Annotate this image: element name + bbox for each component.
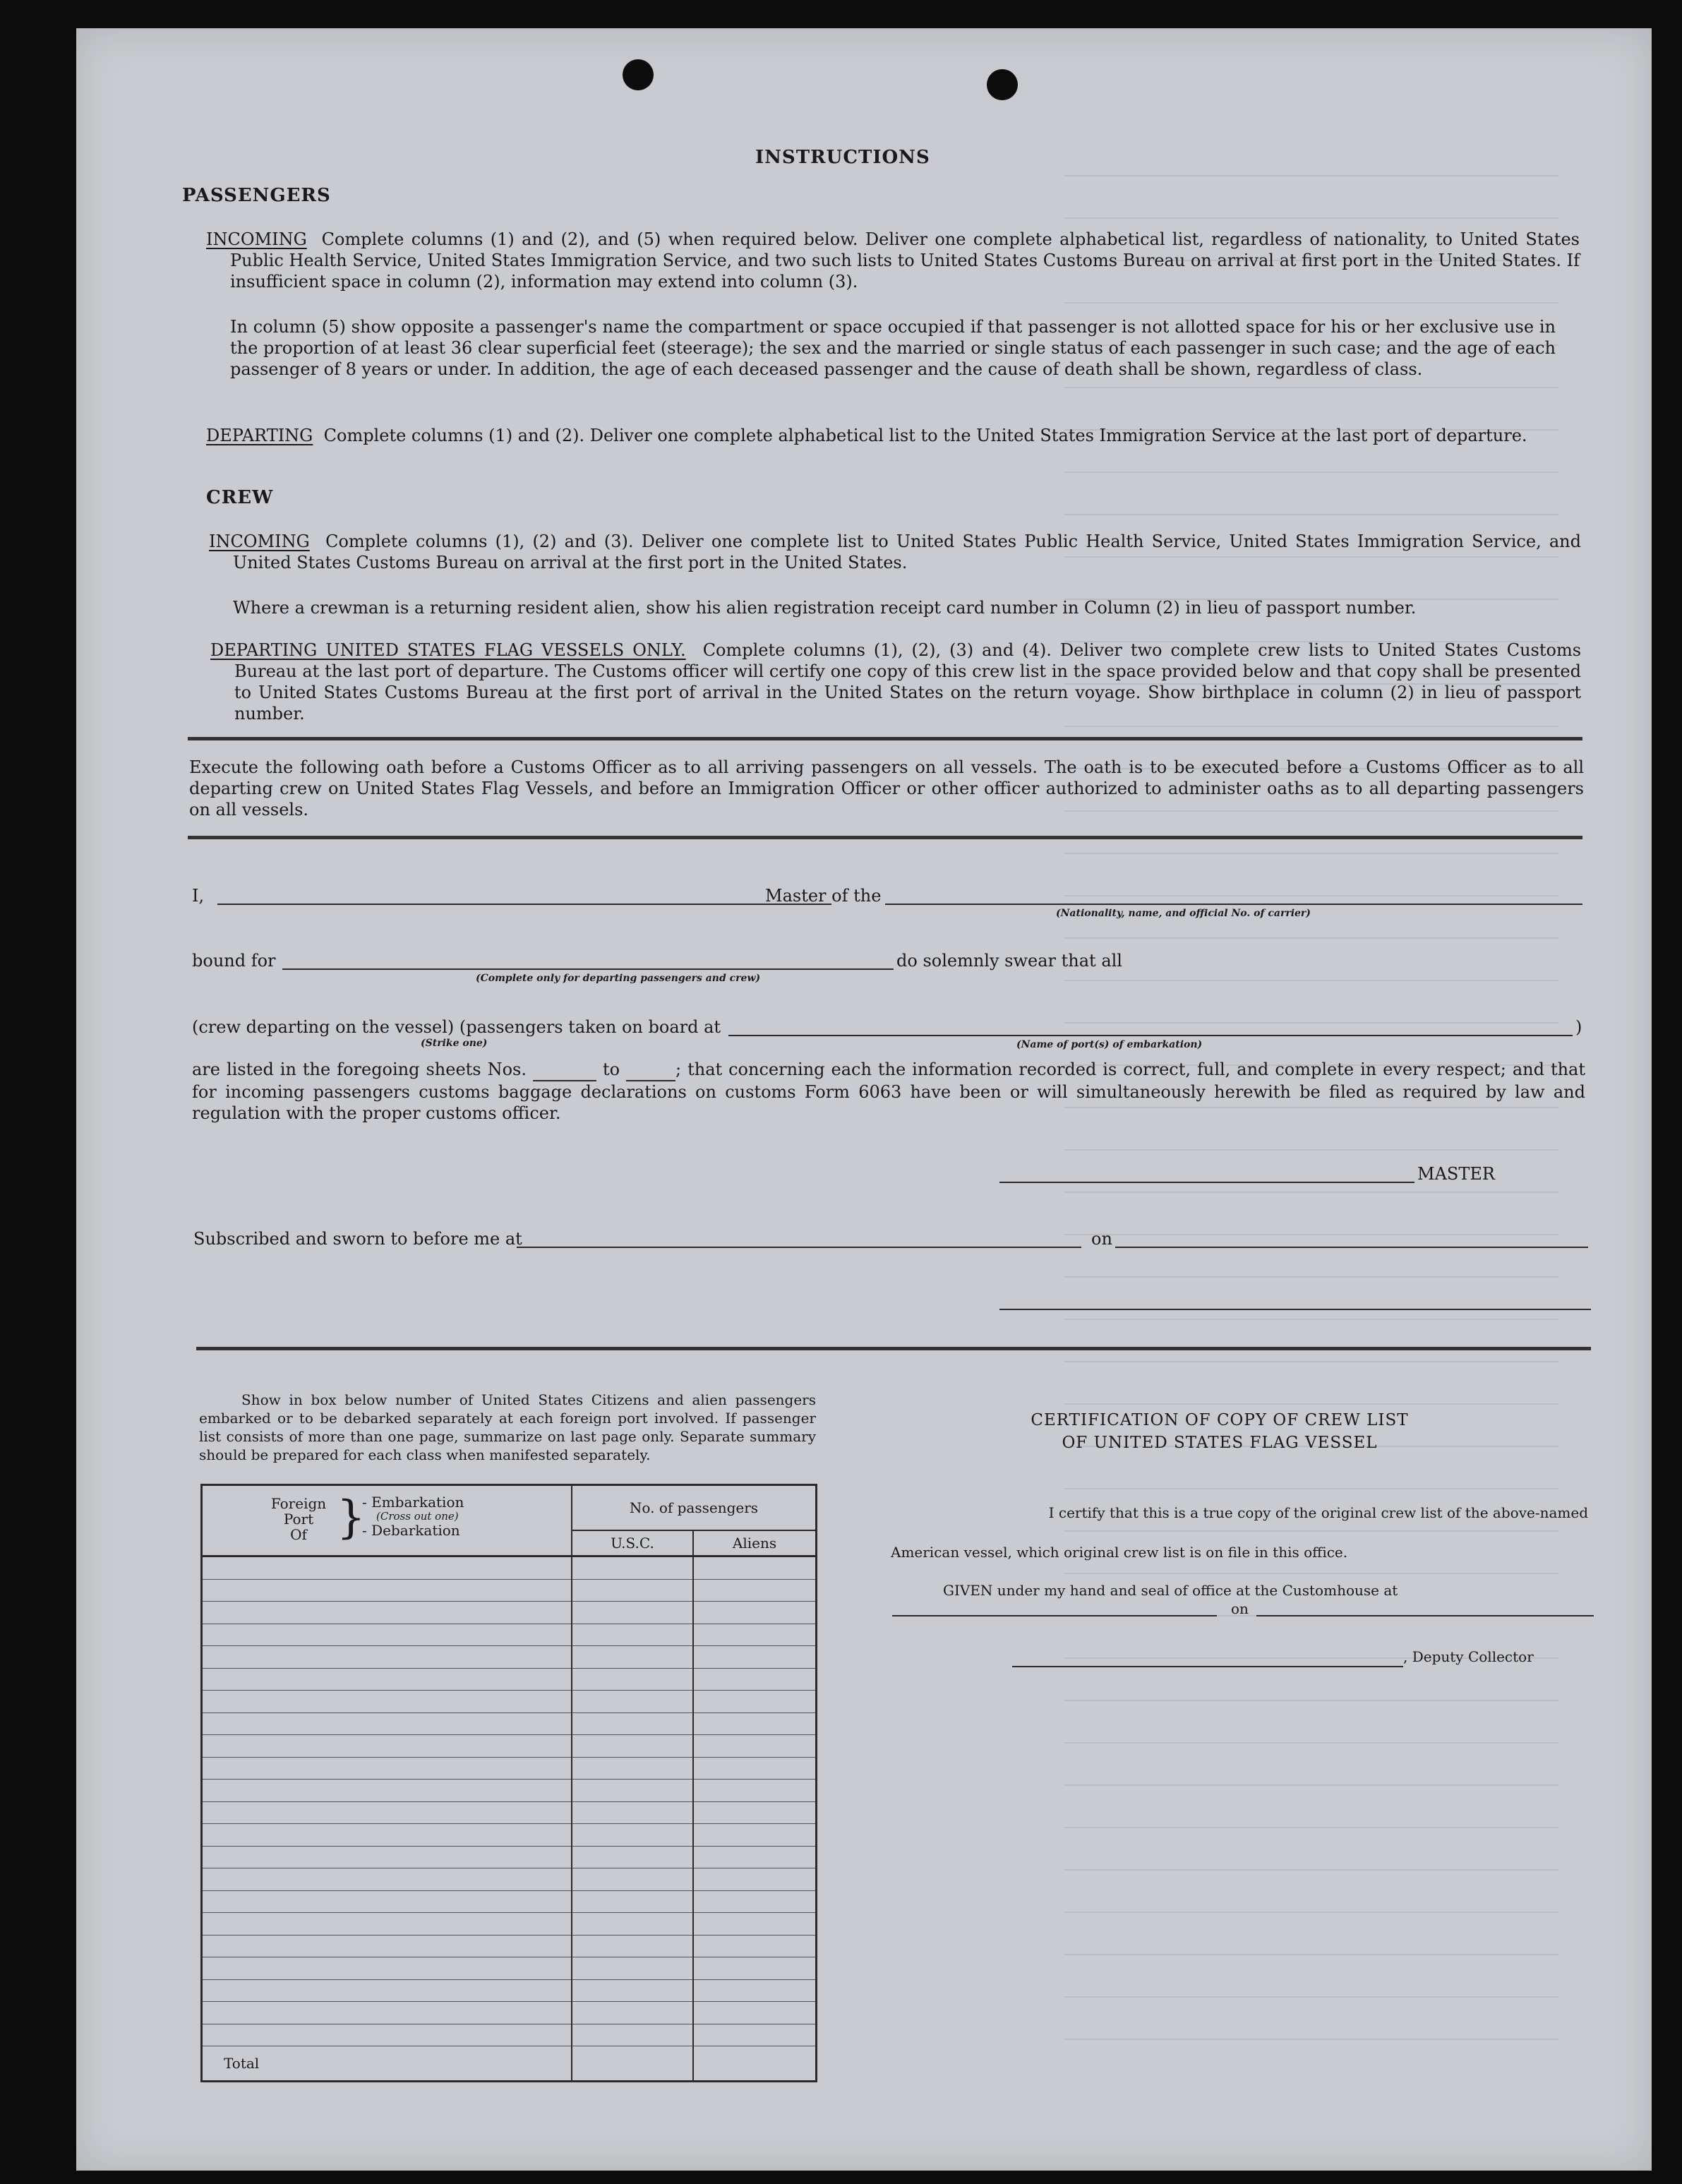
bound-for-field[interactable] [282, 968, 894, 970]
aliens-total-cell[interactable] [693, 2046, 816, 2082]
passengers-incoming-text: Complete columns (1) and (2), and (5) when required below. Deliver one complete alphabetical list, regardless of nationality, to United States Public Health Service, United States Immigration Service, and two such lists to United States Customs Bureau on arrival at first port in the United States. If insufficient space in column (2), information may extend into column (3). [230, 229, 1580, 292]
usc-total-cell[interactable] [572, 2046, 693, 2082]
usc-cell[interactable] [572, 1780, 693, 1802]
port-cell[interactable] [202, 1602, 572, 1624]
aliens-cell[interactable] [693, 1913, 816, 1936]
oath-intro: Execute the following oath before a Customs Officer as to all arriving passengers on all vessels. The oath is to be executed before a Customs Officer as to all departing crew on United States Flag Vessels, and before an Immigration Officer or other officer authorized to administer oaths as to all departing passengers on all vessels. [189, 757, 1584, 820]
passengers-departing-text: Complete columns (1) and (2). Deliver one complete alphabetical list to the United States Immigration Service at the last port of departure. [323, 426, 1527, 445]
aliens-cell[interactable] [693, 1890, 816, 1913]
crew-departing-text: (crew departing on the vessel) (passengers taken on board at [192, 1017, 721, 1037]
cross-out-caption: (Cross out one) [376, 1510, 459, 1523]
sheet-from-field[interactable] [533, 1059, 596, 1081]
strike-one-caption: (Strike one) [421, 1038, 488, 1049]
table-row [202, 1913, 817, 1936]
table-row [202, 1712, 817, 1735]
table-row [202, 1824, 817, 1847]
crew-heading: CREW [206, 487, 274, 508]
aliens-cell[interactable] [693, 1556, 816, 1580]
sworn-location-field[interactable] [517, 1247, 1081, 1248]
listed-suffix: ; that concerning each the information recorded is correct, full, and complete in every respect; and that for incoming passengers customs baggage declarations on customs Form 6063 have been or will simultaneously herewith be filed as required by law and regulation with the proper customs officer. [192, 1060, 1586, 1123]
debarkation-label: - Debarkation [362, 1522, 460, 1539]
usc-cell[interactable] [572, 1735, 693, 1758]
table-row [202, 1602, 817, 1624]
aliens-cell[interactable] [693, 1846, 816, 1868]
summary-header-row [202, 1485, 817, 1556]
usc-cell[interactable] [572, 1624, 693, 1646]
punch-hole-right [987, 69, 1018, 100]
aliens-cell[interactable] [693, 1735, 816, 1758]
usc-cell[interactable] [572, 1935, 693, 1957]
aliens-cell[interactable] [693, 1712, 816, 1735]
passengers-column5-paragraph: In column (5) show opposite a passenger's name the compartment or space occupied if that passenger is not allotted space for his or her exclusive use in the proportion of at least 36 clear superficial feet (steerage); the sex and the married or single status of each passenger in such case; and the age of each passenger of 8 years or under. In addition, the age of each deceased passenger and the cause of death shall be shown, regardless of class. [230, 317, 1556, 379]
table-row [202, 1624, 817, 1646]
of-label: Of [290, 1526, 307, 1543]
port-cell[interactable] [202, 1801, 572, 1824]
usc-cell[interactable] [572, 1579, 693, 1602]
usc-cell[interactable] [572, 1979, 693, 2002]
deputy-collector-signature-field[interactable] [1012, 1666, 1403, 1667]
bound-for-label: bound for [192, 951, 276, 971]
foreign-port-header [202, 1485, 572, 1556]
aliens-cell[interactable] [693, 1602, 816, 1624]
sheet-to-field[interactable] [626, 1059, 675, 1081]
aliens-cell[interactable] [693, 1935, 816, 1957]
port-cell[interactable] [202, 1556, 572, 1580]
port-cell[interactable] [202, 1579, 572, 1602]
sworn-on-label: on [1091, 1229, 1112, 1249]
certification-on-label: on [1231, 1600, 1249, 1617]
usc-cell[interactable] [572, 1801, 693, 1824]
table-row [202, 1556, 817, 1580]
port-cell[interactable] [202, 1757, 572, 1780]
usc-column-header: U.S.C. [572, 1531, 694, 1555]
table-row [202, 1868, 817, 1891]
sworn-date-field[interactable] [1115, 1247, 1588, 1248]
passengers-incoming-label: INCOMING [206, 229, 307, 249]
aliens-cell[interactable] [693, 1868, 816, 1891]
usc-cell[interactable] [572, 1691, 693, 1713]
usc-cell[interactable] [572, 1824, 693, 1847]
aliens-cell[interactable] [693, 1668, 816, 1691]
port-cell[interactable] [202, 1868, 572, 1891]
table-row [202, 1735, 817, 1758]
aliens-cell[interactable] [693, 1780, 816, 1802]
aliens-cell[interactable] [693, 2002, 816, 2024]
ports-caption: (Name of port(s) of embarkation) [1016, 1039, 1203, 1050]
port-cell[interactable] [202, 2002, 572, 2024]
port-cell[interactable] [202, 2024, 572, 2046]
passenger-summary-table [200, 1484, 817, 2082]
table-row [202, 2024, 817, 2046]
table-row [202, 1979, 817, 2002]
crew-departing-paragraph [210, 640, 1581, 724]
crew-departing-label: DEPARTING UNITED STATES FLAG VESSELS ONLY. [210, 640, 686, 660]
usc-cell[interactable] [572, 1868, 693, 1891]
close-paren: ) [1575, 1017, 1582, 1037]
port-cell[interactable] [202, 1890, 572, 1913]
subscribed-label: Subscribed and sworn to before me at [193, 1229, 522, 1249]
usc-cell[interactable] [572, 1890, 693, 1913]
port-cell[interactable] [202, 1691, 572, 1713]
section-divider-bottom [196, 1347, 1591, 1350]
master-name-field[interactable] [217, 904, 831, 905]
deputy-collector-label: , Deputy Collector [1403, 1648, 1534, 1665]
port-cell[interactable] [202, 1824, 572, 1847]
given-text: GIVEN under my hand and seal of office at the Customhouse at [943, 1582, 1398, 1599]
port-cell[interactable] [202, 1979, 572, 2002]
aliens-cell[interactable] [693, 1579, 816, 1602]
passengers-heading: PASSENGERS [182, 185, 331, 206]
foreign-label: Foreign [270, 1495, 327, 1512]
brace-icon: } [337, 1492, 366, 1544]
customhouse-field[interactable] [892, 1615, 1217, 1616]
total-label-cell [202, 2046, 572, 2082]
officer-signature-field[interactable] [999, 1309, 1591, 1310]
usc-cell[interactable] [572, 1602, 693, 1624]
port-cell[interactable] [202, 1624, 572, 1646]
oath-i-label: I, [192, 886, 205, 906]
usc-cell[interactable] [572, 1668, 693, 1691]
certification-title [944, 1409, 1495, 1454]
passengers-incoming-paragraph [206, 229, 1580, 292]
table-row [202, 1691, 817, 1713]
aliens-cell[interactable] [693, 1801, 816, 1824]
passengers-departing-label: DEPARTING [206, 426, 313, 445]
table-row [202, 1579, 817, 1602]
page-title: INSTRUCTIONS [755, 147, 930, 168]
crew-incoming-paragraph [209, 531, 1581, 573]
certify-line1: I certify that this is a true copy of the original crew list of the above-named [1048, 1504, 1588, 1521]
usc-cell[interactable] [572, 2024, 693, 2046]
complete-only-caption: (Complete only for departing passengers and crew) [476, 973, 761, 984]
port-cell[interactable] [202, 1780, 572, 1802]
table-row [202, 1846, 817, 1868]
crew-incoming-label: INCOMING [209, 532, 310, 551]
table-row [202, 1757, 817, 1780]
port-cell[interactable] [202, 1712, 572, 1735]
usc-cell[interactable] [572, 1846, 693, 1868]
table-row [202, 1668, 817, 1691]
passengers-departing-paragraph [206, 425, 1580, 446]
aliens-cell[interactable] [693, 1624, 816, 1646]
total-label: Total [224, 2055, 260, 2072]
aliens-cell[interactable] [693, 2024, 816, 2046]
crew-crewman-paragraph: Where a crewman is a returning resident alien, show his alien registration receipt card number in Column (2) in lieu of passport number. [233, 598, 1417, 618]
carrier-field[interactable] [885, 904, 1582, 905]
port-cell[interactable] [202, 1935, 572, 1957]
usc-cell[interactable] [572, 1646, 693, 1669]
punch-hole-left [623, 59, 654, 90]
usc-cell[interactable] [572, 1757, 693, 1780]
aliens-cell[interactable] [693, 1957, 816, 1980]
certification-title-line1: CERTIFICATION OF COPY OF CREW LIST [1031, 1411, 1409, 1429]
port-cell[interactable] [202, 1735, 572, 1758]
usc-cell[interactable] [572, 1957, 693, 1980]
certification-title-line2: OF UNITED STATES FLAG VESSEL [1062, 1434, 1378, 1452]
solemnly-swear-text: do solemnly swear that all [896, 951, 1122, 971]
port-cell[interactable] [202, 1668, 572, 1691]
port-cell[interactable] [202, 1913, 572, 1936]
listed-paragraph [192, 1059, 1585, 1124]
aliens-cell[interactable] [693, 1646, 816, 1669]
aliens-column-header: Aliens [732, 1535, 777, 1552]
to-label: to [602, 1060, 620, 1079]
usc-cell[interactable] [572, 1556, 693, 1580]
table-row [202, 1780, 817, 1802]
usc-cell[interactable] [572, 1712, 693, 1735]
crew-departing-text: Complete columns (1), (2), (3) and (4). Deliver two complete crew lists to United States Customs Bureau at the last port of departure. The Customs officer will certify one copy of this crew list in the space provided below and that copy shall be presented to United States Customs Bureau at the first port of arrival in the United States on the return voyage. Show birthplace in column (2) in lieu of passport number. [234, 640, 1582, 724]
listed-prefix: are listed in the foregoing sheets Nos. [192, 1060, 527, 1079]
table-row [202, 1890, 817, 1913]
section-divider-top [188, 737, 1582, 740]
aliens-cell[interactable] [693, 1979, 816, 2002]
crew-incoming-text: Complete columns (1), (2) and (3). Deliver one complete list to United States Public Health Service, United States Immigration Service, and United States Customs Bureau on arrival at the first port in the United States. [233, 532, 1581, 572]
table-row [202, 1957, 817, 1980]
master-signature-field[interactable] [999, 1182, 1414, 1183]
nationality-caption: (Nationality, name, and official No. of carrier) [1056, 908, 1311, 919]
table-row [202, 1935, 817, 1957]
port-cell[interactable] [202, 1646, 572, 1669]
usc-cell[interactable] [572, 1913, 693, 1936]
port-cell[interactable] [202, 1957, 572, 1980]
master-of-the-label: Master of the [765, 886, 882, 906]
aliens-cell[interactable] [693, 1757, 816, 1780]
aliens-cell[interactable] [693, 1691, 816, 1713]
usc-cell[interactable] [572, 2002, 693, 2024]
master-signature-label: MASTER [1417, 1164, 1495, 1184]
certify-line2: American vessel, which original crew list is on file in this office. [891, 1544, 1348, 1561]
certification-date-field[interactable] [1256, 1615, 1594, 1616]
no-of-passengers-label: No. of passengers [572, 1486, 815, 1531]
aliens-cell[interactable] [693, 1824, 816, 1847]
summary-instructions: Show in box below number of United States Citizens and alien passengers embarked or to be debarked separately at each foreign port involved. If passenger list consists of more than one page, summarize on last page only. Separate summary should be prepared for each class when manifested separately. [199, 1391, 816, 1463]
table-row [202, 1801, 817, 1824]
embarkation-ports-field[interactable] [728, 1035, 1573, 1036]
port-label: Port [283, 1511, 314, 1528]
form-sheet [76, 28, 1652, 2171]
table-row [202, 2002, 817, 2024]
embarkation-label: - Embarkation [362, 1494, 464, 1511]
table-row [202, 1646, 817, 1669]
port-cell[interactable] [202, 1846, 572, 1868]
section-divider-oath [188, 836, 1582, 839]
total-row [202, 2046, 817, 2082]
passengers-count-header [572, 1485, 817, 1556]
